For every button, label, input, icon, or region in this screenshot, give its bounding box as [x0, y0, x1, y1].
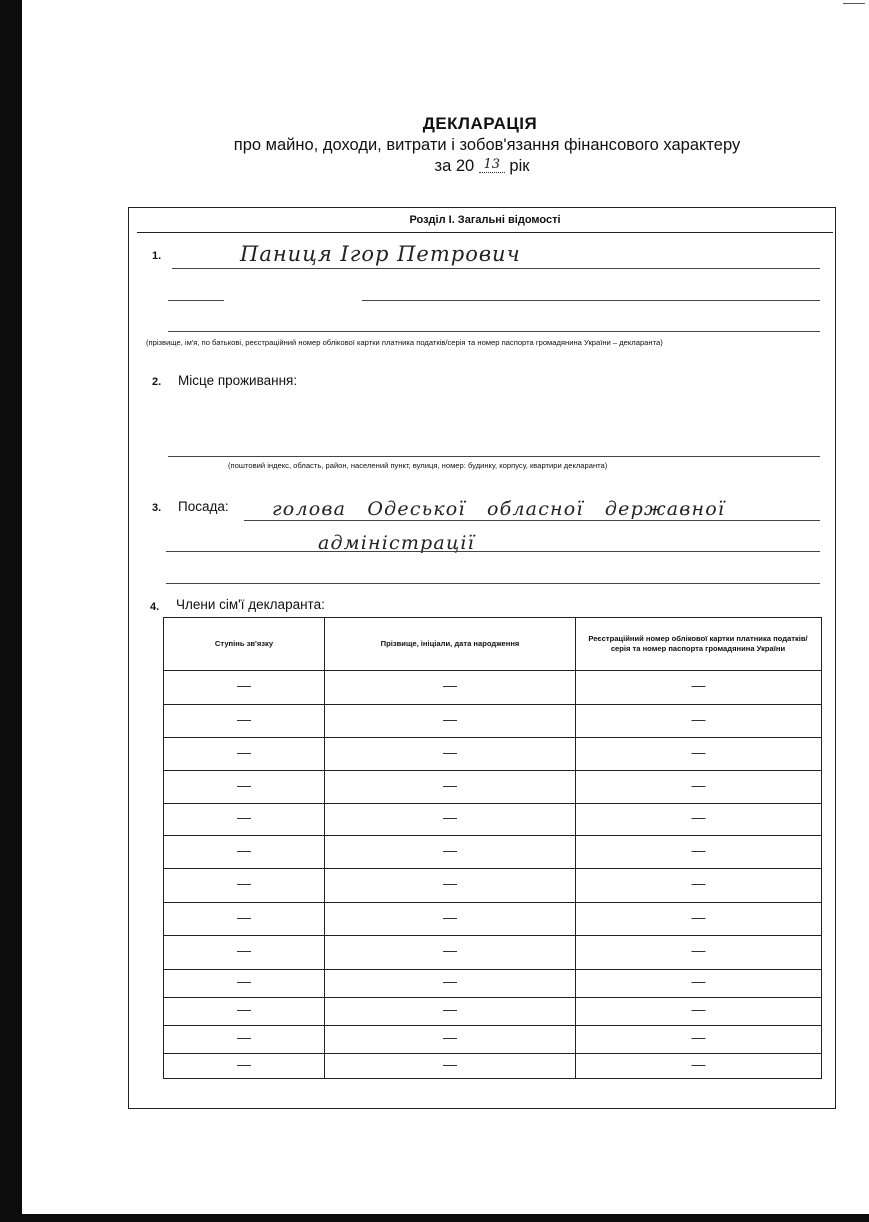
table-row-divider [164, 704, 821, 705]
relation-cell: — [237, 743, 251, 760]
registration-cell: — [691, 1055, 706, 1072]
table-row-divider [164, 835, 821, 836]
item2-line [168, 456, 820, 457]
item1-line-2b [362, 300, 820, 301]
item4-number: 4. [150, 601, 160, 613]
year-value: 13 [479, 157, 505, 173]
item2-label: Місце проживання: [178, 373, 298, 388]
item1-number: 1. [152, 250, 162, 262]
relation-cell: — [237, 809, 251, 825]
table-row-divider [164, 868, 821, 869]
table-row-divider [164, 737, 821, 738]
name-cell: — [443, 710, 457, 727]
registration-cell: — [691, 743, 706, 760]
relation-cell: — [237, 1001, 251, 1017]
table-row-divider [164, 902, 821, 903]
name-cell: — [443, 841, 457, 858]
registration-cell: — [691, 908, 706, 925]
column-header-name: Прізвище, ініціали, дата народження [380, 638, 520, 648]
name-cell: — [443, 776, 457, 793]
name-cell: — [443, 1001, 457, 1017]
name-cell: — [443, 942, 457, 958]
registration-cell: — [691, 841, 706, 858]
name-cell: — [443, 743, 457, 760]
year-prefix: за 20 [434, 157, 475, 175]
registration-cell: — [691, 875, 706, 891]
relation-cell: — [237, 1055, 251, 1072]
relation-cell: — [237, 776, 251, 793]
relation-cell: — [237, 973, 251, 989]
table-row-divider [164, 670, 821, 671]
registration-cell: — [691, 776, 706, 793]
scan-mark [843, 0, 865, 4]
registration-cell: — [691, 677, 706, 693]
item3-line-2 [166, 551, 820, 552]
registration-cell: — [691, 973, 706, 989]
registration-cell: — [691, 710, 706, 727]
scan-border-bottom [22, 1214, 869, 1222]
item2-caption: (поштовий індекс, область, район, населений пункт, вулиця, номер: будинку, корпусу, квартири декларанта) [228, 461, 608, 470]
relation-cell: — [237, 875, 251, 891]
year-suffix: рік [509, 157, 530, 175]
registration-cell: — [691, 1029, 706, 1045]
relation-cell: — [237, 942, 251, 958]
declarant-name: Паниця Ігор Петрович [240, 242, 521, 266]
column-header-relation: Ступінь зв'язку [214, 638, 274, 648]
registration-cell: — [691, 1001, 706, 1017]
position-line-2: адміністрації [318, 532, 475, 554]
registration-cell: — [691, 809, 706, 825]
name-cell: — [443, 973, 457, 989]
item1-line-3 [168, 331, 820, 332]
table-row-divider [164, 1025, 821, 1026]
item3-label: Посада: [178, 499, 229, 514]
relation-cell: — [237, 710, 251, 727]
item2-number: 2. [152, 376, 162, 388]
table-row-divider [164, 803, 821, 804]
relation-cell: — [237, 677, 251, 693]
relation-cell: — [237, 908, 251, 925]
item4-label: Члени сім'ї декларанта: [176, 597, 325, 612]
name-cell: — [443, 677, 457, 693]
family-members-table [163, 617, 822, 1079]
name-cell: — [443, 1029, 457, 1045]
document-year [0, 157, 869, 176]
relation-cell: — [237, 841, 251, 858]
document-title: ДЕКЛАРАЦІЯ [422, 114, 538, 133]
name-cell: — [443, 908, 457, 925]
registration-cell: — [691, 942, 706, 958]
document-subtitle: про майно, доходи, витрати і зобов'язання фінансового характеру [233, 136, 741, 154]
position-line-1: голова Одеської обласної державної [272, 498, 726, 520]
name-cell: — [443, 1055, 457, 1072]
item3-line-3 [166, 583, 820, 584]
name-cell: — [443, 875, 457, 891]
table-row-divider [164, 935, 821, 936]
item1-caption: (прізвище, ім'я, по батькові, реєстраційний номер облікової картки платника податків/серія та номер паспорта громадянина України – декларанта) [146, 338, 663, 347]
item1-line-2a [168, 300, 224, 301]
relation-cell: — [237, 1029, 251, 1045]
table-row-divider [164, 1053, 821, 1054]
table-row-divider [164, 997, 821, 998]
item1-line-1 [172, 268, 820, 269]
item3-line-1 [244, 520, 820, 521]
table-row-divider [164, 770, 821, 771]
item3-number: 3. [152, 502, 162, 514]
scan-border-left [0, 0, 22, 1222]
table-row-divider [164, 969, 821, 970]
section-heading: Розділ І. Загальні відомості [137, 207, 833, 233]
column-header-registration: Реєстраційний номер облікової картки платника податків/ серія та номер паспорта громадянина України [588, 633, 808, 653]
name-cell: — [443, 809, 457, 825]
